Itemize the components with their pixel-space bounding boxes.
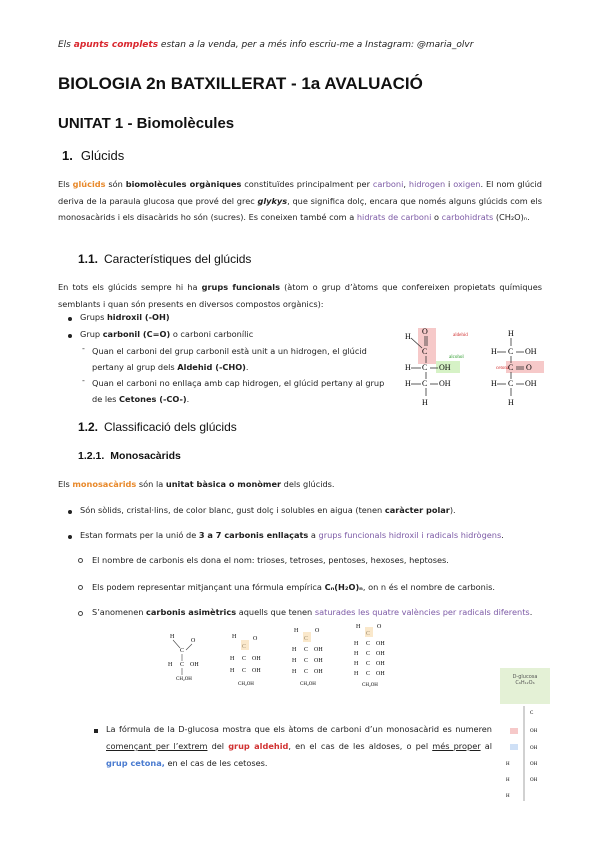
dash-marker: - [82, 376, 85, 385]
svg-text:H: H [292, 658, 297, 664]
svg-text:H: H [506, 762, 510, 767]
svg-text:H: H [232, 634, 237, 640]
bullet [68, 334, 72, 338]
document-title: BIOLOGIA 2n BATXILLERAT - 1a AVALUACIÓ [58, 74, 423, 93]
svg-text:OH: OH [314, 669, 323, 675]
alcohol-label: alcohol [449, 355, 464, 360]
section-1-heading: 1. Glúcids [62, 148, 125, 163]
circle-marker [78, 585, 83, 590]
svg-text:C: C [304, 658, 309, 664]
atom-h: H [405, 363, 411, 372]
tetrose-structure [230, 634, 261, 687]
svg-text:H: H [292, 669, 297, 675]
atom-h: H [405, 379, 411, 388]
unit-title: UNITAT 1 - Biomolècules [58, 115, 235, 132]
atom-h: H [405, 332, 411, 341]
bullet [68, 535, 72, 539]
svg-text:OH: OH [252, 656, 261, 662]
atom-o: O [526, 363, 532, 372]
svg-text:CH₂OH: CH₂OH [238, 682, 254, 687]
svg-text:C: C [242, 668, 247, 674]
svg-text:C: C [366, 651, 371, 657]
notice-highlight: apunts complets [73, 40, 159, 50]
svg-text:H: H [292, 647, 297, 653]
list-item-hydroxyl: Grups hidroxil (-OH) [80, 312, 170, 322]
svg-text:O: O [315, 628, 320, 634]
dash-marker: - [82, 344, 85, 353]
svg-text:CH₂OH: CH₂OH [362, 683, 378, 688]
svg-text:OH: OH [530, 746, 538, 751]
circle-marker [78, 611, 83, 616]
circle-marker [78, 558, 83, 563]
hexose-structure [354, 624, 385, 688]
section-1-1-heading: 1.1. Característiques del glúcids [78, 252, 252, 266]
list-item-carbonyl: Grup carbonil (C=O) o carboni carbonílic [80, 329, 254, 339]
atom-oh: OH [525, 379, 537, 388]
svg-text:C: C [530, 711, 534, 716]
svg-text:O: O [191, 638, 196, 644]
svg-text:H: H [354, 671, 359, 677]
aldehid-label: aldehid [453, 333, 468, 338]
svg-text:H: H [354, 661, 359, 667]
atom-h: H [491, 379, 497, 388]
svg-text:H: H [170, 634, 175, 640]
list-subitem-aldehid: Quan el carboni del grup carbonil està unit a un hidrogen, el glúcid pertany al grup dels Aldehid (-CHO). [92, 346, 367, 372]
list-item-composition: Estan formats per la unió de 3 a 7 carbonis enllaçats a grups funcionals hidroxil i radicals hidrògens. [80, 530, 504, 540]
svg-text:OH: OH [530, 729, 538, 734]
svg-text:OH: OH [376, 661, 385, 667]
atom-oh: OH [439, 363, 451, 372]
list-subitem-asymmetric-carbons: S’anomenen carbonis asimètrics aquells que tenen saturades les quatre valències per radicals diferents. [92, 607, 533, 617]
svg-text:C: C [180, 648, 185, 654]
svg-text:C: C [366, 661, 371, 667]
svg-text:H: H [230, 668, 235, 674]
monosaccharides-paragraph: Els monosacàrids són la unitat bàsica o monòmer dels glúcids. [58, 479, 335, 489]
svg-text:OH: OH [314, 658, 323, 664]
svg-text:C: C [366, 671, 371, 677]
svg-text:H: H [506, 794, 510, 799]
atom-oh: OH [439, 379, 451, 388]
svg-text:H: H [354, 641, 359, 647]
svg-text:H: H [168, 662, 173, 668]
atom-c: C [422, 347, 428, 356]
functional-groups-paragraph: En tots els glúcids sempre hi ha grups funcionals (àtom o grup d’àtoms que confereixen propietats químiques semblants i quan són presents en diversos compostos orgànics): [58, 282, 543, 309]
list-subitem-cetona: Quan el carboni no enllaça amb cap hidrogen, el glúcid pertany al grup de les Cetones (-CO-). [92, 378, 385, 404]
svg-text:OH: OH [376, 641, 385, 647]
svg-text:H: H [506, 778, 510, 783]
list-subitem-carbon-count: El nombre de carbonis els dona el nom: trioses, tetroses, pentoses, hexoses, heptoses. [92, 555, 449, 565]
list-subitem-empirical-formula: Els podem representar mitjançant una fórmula empírica Cₙ(H₂O)ₙ, on n és el nombre de carbonis. [92, 582, 495, 592]
atom-h: H [508, 398, 514, 407]
svg-text:H: H [354, 651, 359, 657]
section-1-2-1-heading: 1.2.1. Monosacàrids [78, 450, 181, 462]
atom-o: O [422, 327, 428, 336]
atom-c: C [422, 363, 428, 372]
svg-text:H: H [294, 628, 299, 634]
svg-text:OH: OH [376, 671, 385, 677]
svg-text:OH: OH [530, 762, 538, 767]
monosaccharide-structures [160, 624, 400, 700]
cetona-label: cetona [496, 366, 510, 371]
list-subitem-d-glucose-numbering: La fórmula de la D-glucosa mostra que els àtoms de carboni d’un monosacàrid es numeren començant per l’extrem del grup aldehid, en el cas de les aldoses, o pel més proper al grup cetona, en el cas de les cetoses. [106, 724, 492, 768]
bullet [68, 510, 72, 514]
square-marker [94, 729, 98, 733]
atom-h: H [491, 347, 497, 356]
svg-text:OH: OH [314, 647, 323, 653]
atom-c: C [508, 363, 514, 372]
atom-h: H [508, 329, 514, 338]
triose-structure [168, 634, 199, 682]
d-glucose-structure [504, 706, 554, 806]
svg-text:OH: OH [252, 668, 261, 674]
atom-c: C [508, 379, 514, 388]
svg-text:OH: OH [190, 662, 199, 668]
atom-h: H [422, 398, 428, 407]
svg-text:C: C [366, 641, 371, 647]
svg-text:CH₂OH: CH₂OH [176, 677, 192, 682]
svg-text:H: H [230, 656, 235, 662]
sales-notice: Els apunts complets estan a la venda, per a més info escriu-me a Instagram: @maria_olvr [58, 40, 474, 50]
svg-text:C: C [242, 656, 247, 662]
svg-text:OH: OH [376, 651, 385, 657]
pentose-structure [292, 628, 323, 687]
section-1-2-heading: 1.2. Classificació dels glúcids [78, 420, 237, 434]
intro-paragraph: Els glúcids són biomolècules orgàniques constituïdes principalment per carboni, hidrogen i oxigen. El nom glúcid deriva de la paraula glucosa que prové del grec glykys, que significa dolç, encara que només alguns glúcids com els monosacàrids i els disacàrids ho són (sucres). Es coneixen també com a hidrats de carboni o carbohidrats (CH₂O)ₙ. [58, 179, 543, 222]
atom-c: C [508, 347, 514, 356]
carbonyl-groups-diagram [398, 326, 568, 416]
atom-oh: OH [525, 347, 537, 356]
d-glucose-label-box: D-glucosa C₆H₁₂O₆ [500, 668, 550, 704]
svg-text:O: O [253, 636, 258, 642]
svg-text:H: H [356, 624, 361, 630]
bullet [68, 317, 72, 321]
list-item-properties: Són sòlids, cristal·lins, de color blanc, gust dolç i solubles en aigua (tenen caràcter polar). [80, 505, 456, 515]
svg-text:C: C [304, 647, 309, 653]
svg-text:C: C [180, 662, 185, 668]
atom-c: C [422, 379, 428, 388]
svg-text:C: C [304, 669, 309, 675]
svg-text:CH₂OH: CH₂OH [300, 682, 316, 687]
svg-text:O: O [377, 624, 382, 630]
svg-text:OH: OH [530, 778, 538, 783]
